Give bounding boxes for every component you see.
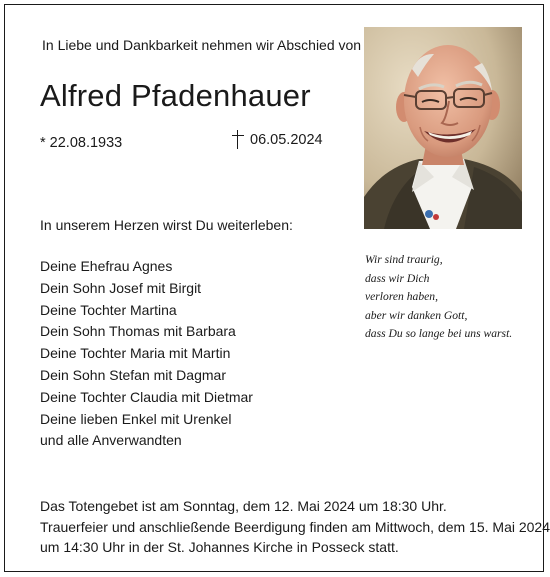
- verse-line: dass wir Dich: [365, 271, 430, 285]
- mourner-entry: Deine Tochter Maria mit Martin: [40, 345, 231, 362]
- mourner-entry: Deine Tochter Martina: [40, 301, 177, 318]
- verse-line: aber wir danken Gott,: [365, 308, 468, 322]
- birth-date: * 22.08.1933: [40, 135, 123, 151]
- service-line: Das Totengebet ist am Sonntag, dem 12. Mai 2024 um 18:30 Uhr.: [40, 498, 447, 514]
- remembrance-lead: In unserem Herzen wirst Du weiterleben:: [40, 217, 293, 233]
- verse-line: Wir sind traurig,: [365, 253, 443, 266]
- mourner-entry: Deine Ehefrau Agnes: [40, 258, 173, 274]
- mourner-entry: Dein Sohn Stefan mit Dagmar: [40, 366, 226, 383]
- verse-line: verloren haben,: [365, 290, 438, 304]
- service-line: Trauerfeier und anschließende Beerdigung finden am Mittwoch, dem 15. Mai 2024: [40, 518, 550, 535]
- mourner-entry: Dein Sohn Thomas mit Barbara: [40, 323, 236, 340]
- verse-line: dass Du so lange bei uns warst.: [365, 327, 513, 341]
- intro-text: In Liebe und Dankbarkeit nehmen wir Abschied von: [42, 37, 362, 53]
- mourner-entry: Dein Sohn Josef mit Birgit: [40, 279, 202, 296]
- service-line: um 14:30 Uhr in der St. Johannes Kirche in Posseck statt.: [40, 539, 399, 555]
- mourner-entry: Deine Tochter Claudia mit Dietmar: [40, 388, 253, 405]
- mourners-list: [40, 256, 253, 452]
- mourner-entry: Deine lieben Enkel mit Urenkel: [40, 410, 232, 427]
- death-date-group: [232, 130, 323, 149]
- portrait-photo: [364, 27, 522, 229]
- mourner-entry: und alle Anverwandten: [40, 432, 182, 449]
- portrait-illustration: [364, 27, 522, 229]
- service-details: [40, 496, 550, 558]
- death-date: 06.05.2024: [250, 131, 323, 148]
- cross-icon: [232, 130, 244, 149]
- deceased-name: Alfred Pfadenhauer: [40, 78, 311, 113]
- memorial-verse: [365, 251, 512, 344]
